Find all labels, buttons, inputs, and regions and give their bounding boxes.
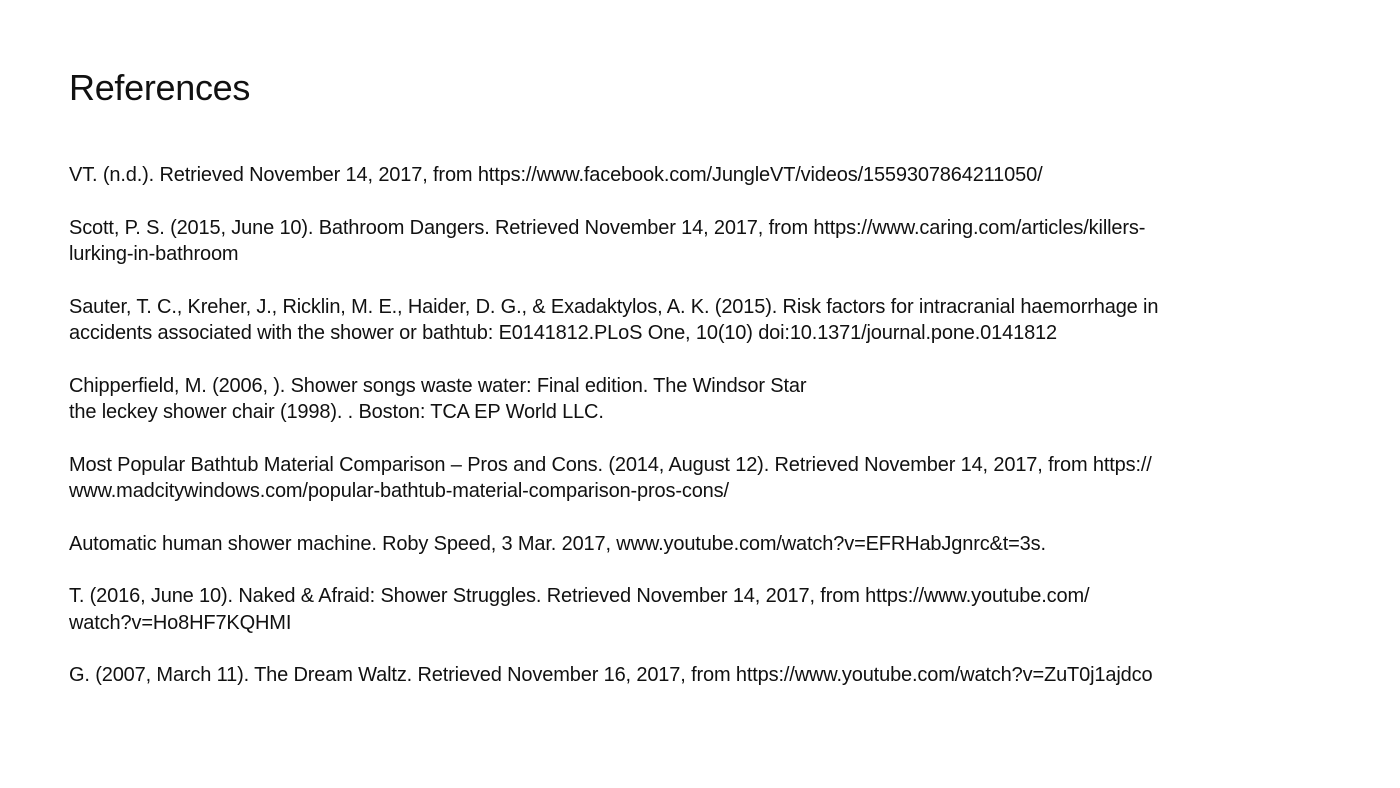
reference-line: lurking-in-bathroom	[69, 243, 239, 265]
reference-line: Automatic human shower machine. Roby Speed, 3 Mar. 2017, www.youtube.com/watch?v=EFRHabJgnrc&t=3s.	[69, 532, 1046, 555]
reference-line: VT. (n.d.). Retrieved November 14, 2017, from https://www.facebook.com/JungleVT/videos/1559307864211050/	[69, 164, 1043, 186]
reference-item	[69, 583, 1309, 636]
reference-item	[69, 294, 1309, 347]
reference-item	[69, 531, 1309, 558]
reference-item	[69, 373, 1309, 426]
reference-line: accidents associated with the shower or bathtub: E0141812.PLoS One, 10(10) doi:10.1371/journal.pone.0141812	[69, 322, 1057, 344]
reference-item	[69, 162, 1309, 189]
reference-line: the leckey shower chair (1998). . Boston: TCA EP World LLC.	[69, 401, 604, 423]
reference-item	[69, 452, 1309, 505]
reference-line: Sauter, T. C., Kreher, J., Ricklin, M. E., Haider, D. G., & Exadaktylos, A. K. (2015). Risk factors for intracranial haemorrhage in	[69, 295, 1159, 318]
reference-line: Scott, P. S. (2015, June 10). Bathroom Dangers. Retrieved November 14, 2017, from https://www.caring.com/articles/killers-	[69, 216, 1146, 239]
reference-line: Chipperfield, M. (2006, ). Shower songs waste water: Final edition. The Windsor Star	[69, 374, 807, 397]
reference-item	[69, 662, 1309, 689]
reference-item	[69, 215, 1309, 268]
reference-line: www.madcitywindows.com/popular-bathtub-material-comparison-pros-cons/	[69, 480, 729, 502]
reference-line: Most Popular Bathtub Material Comparison – Pros and Cons. (2014, August 12). Retrieved November 14, 2017, from https://	[69, 453, 1152, 476]
reference-line: watch?v=Ho8HF7KQHMI	[69, 611, 292, 634]
page-title: References	[69, 67, 251, 108]
reference-line: G. (2007, March 11). The Dream Waltz. Retrieved November 16, 2017, from https://www.youtube.com/watch?v=ZuT0j1ajdco	[69, 664, 1153, 686]
reference-line: T. (2016, June 10). Naked & Afraid: Shower Struggles. Retrieved November 14, 2017, from https://www.youtube.com/	[69, 585, 1090, 607]
reference-list	[69, 162, 1309, 715]
